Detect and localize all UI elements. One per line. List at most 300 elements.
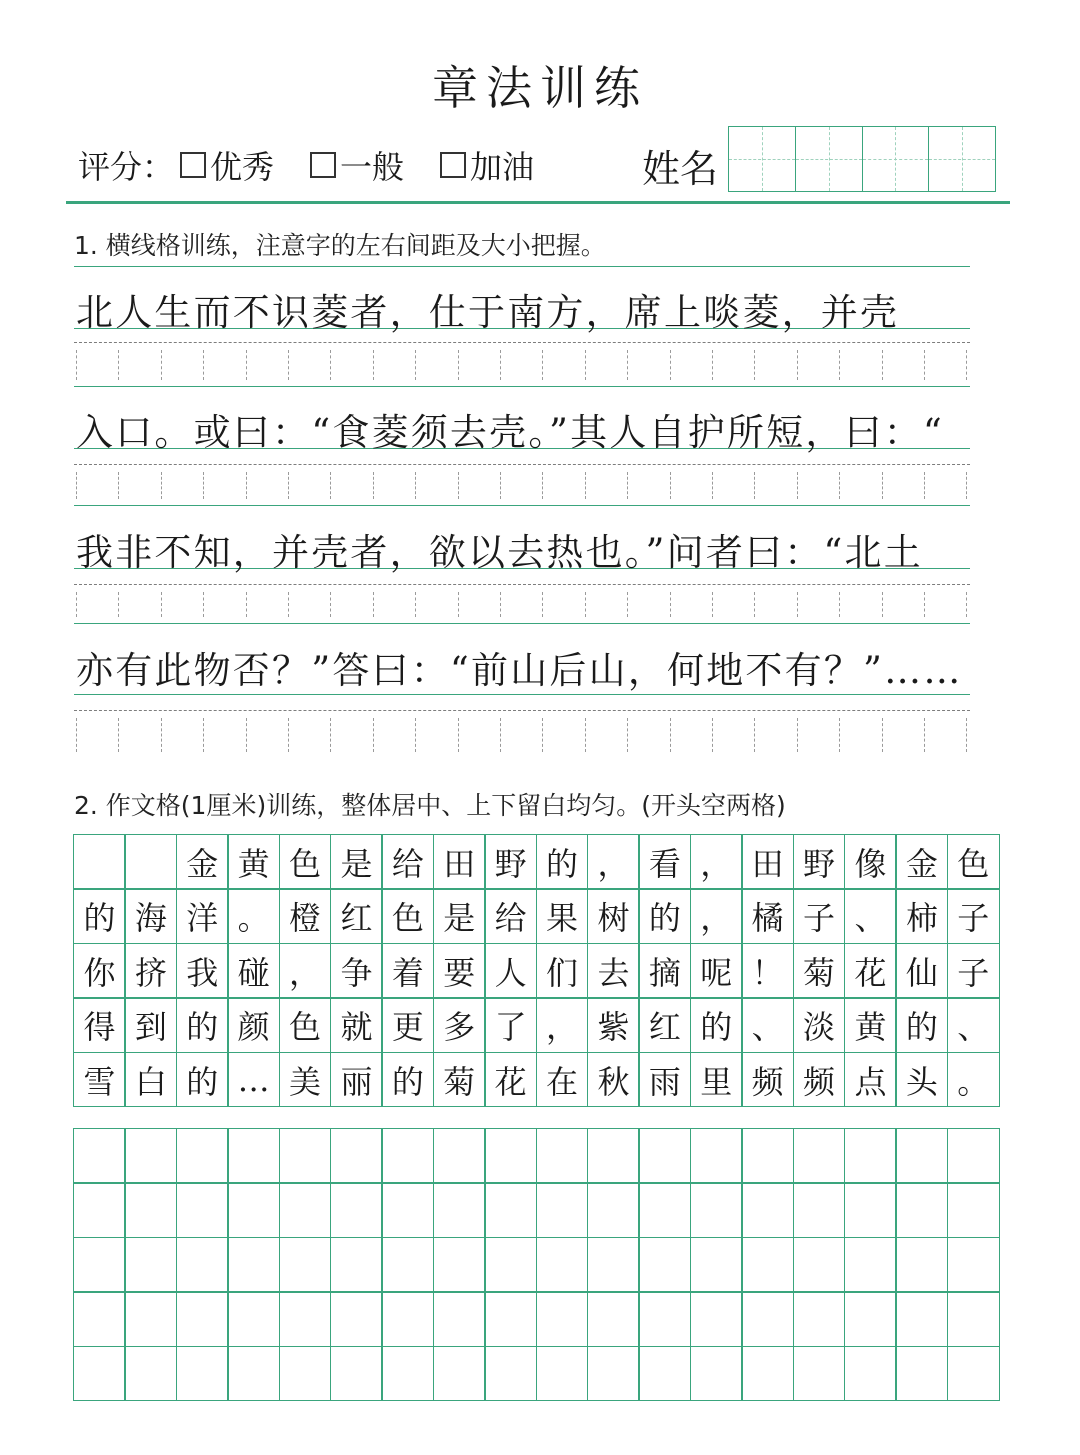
- grid-cell: 挤: [124, 943, 177, 999]
- grid-cell: 雨: [638, 1052, 691, 1108]
- grid-cell: 要: [433, 943, 486, 999]
- practice-tick: [373, 472, 374, 499]
- grid-cell: 摘: [638, 943, 691, 999]
- practice-tick: [797, 592, 798, 617]
- grid-cell[interactable]: [176, 1182, 229, 1238]
- grid-cell[interactable]: [124, 1346, 177, 1402]
- practice-tick: [839, 472, 840, 499]
- grid-cell[interactable]: [638, 1291, 691, 1347]
- grid-cell: 的: [638, 888, 691, 944]
- practice-tick: [330, 718, 331, 752]
- grid-cell: 了: [484, 997, 537, 1053]
- grid-cell[interactable]: [536, 1237, 589, 1293]
- grid-cell: 是: [433, 888, 486, 944]
- grid-cell[interactable]: [638, 1346, 691, 1402]
- grid-cell: 是: [330, 834, 383, 890]
- grid-cell: 橘: [741, 888, 794, 944]
- grid-cell: 橙: [279, 888, 332, 944]
- grid-cell: 田: [741, 834, 794, 890]
- grid-cell[interactable]: [741, 1128, 794, 1184]
- practice-tick: [882, 718, 883, 752]
- grid-cell[interactable]: [587, 1237, 640, 1293]
- practice-tick: [76, 718, 77, 752]
- grid-cell[interactable]: [536, 1128, 589, 1184]
- name-cell[interactable]: [796, 127, 863, 191]
- grid-cell: 花: [844, 943, 897, 999]
- practice-tick: [797, 350, 798, 380]
- rating-option-average[interactable]: [310, 142, 404, 188]
- grid-cell[interactable]: [844, 1291, 897, 1347]
- grid-cell[interactable]: [947, 1128, 1000, 1184]
- composition-grid-example: [73, 834, 998, 1106]
- practice-tick: [754, 592, 755, 617]
- grid-cell[interactable]: [587, 1128, 640, 1184]
- grid-cell: 的: [690, 997, 743, 1053]
- grid-cell[interactable]: [227, 1346, 280, 1402]
- practice-tick: [500, 592, 501, 617]
- grid-cell: 田: [433, 834, 486, 890]
- practice-tick: [415, 592, 416, 617]
- grid-cell[interactable]: [227, 1182, 280, 1238]
- practice-text-line: 北人生而不识菱者，仕于南方，席上啖菱，并壳: [76, 291, 900, 334]
- grid-cell: 呢: [690, 943, 743, 999]
- practice-tick: [585, 472, 586, 499]
- practice-tick: [161, 472, 162, 499]
- practice-tick: [76, 350, 77, 380]
- grid-cell[interactable]: [690, 1128, 743, 1184]
- grid-cell: 人: [484, 943, 537, 999]
- grid-cell[interactable]: [587, 1291, 640, 1347]
- grid-cell[interactable]: [484, 1346, 537, 1402]
- practice-tick: [288, 350, 289, 380]
- dashed-guide-line: [74, 710, 970, 711]
- grid-cell[interactable]: [793, 1182, 846, 1238]
- grid-cell: 色: [947, 834, 1000, 890]
- grid-cell[interactable]: [176, 1128, 229, 1184]
- grid-cell: 子: [947, 943, 1000, 999]
- practice-text-line: 入口。或曰：“食菱须去壳。”其人自护所短，曰：“: [76, 411, 945, 454]
- grid-cell[interactable]: [793, 1291, 846, 1347]
- name-cell[interactable]: [929, 127, 995, 191]
- grid-cell[interactable]: [279, 1291, 332, 1347]
- grid-cell[interactable]: [381, 1291, 434, 1347]
- grid-cell: 子: [793, 888, 846, 944]
- name-label: 姓名: [642, 147, 719, 191]
- grid-cell[interactable]: [433, 1291, 486, 1347]
- name-writing-grid[interactable]: [728, 126, 996, 192]
- grid-cell: 频: [793, 1052, 846, 1108]
- practice-tick: [712, 350, 713, 380]
- practice-tick: [882, 472, 883, 499]
- grid-cell: ，: [587, 834, 640, 890]
- rating-section: [78, 140, 564, 190]
- grid-cell: 的: [381, 1052, 434, 1108]
- practice-tick: [458, 592, 459, 617]
- practice-tick: [161, 592, 162, 617]
- guide-line: [74, 694, 970, 695]
- grid-cell: 头: [895, 1052, 948, 1108]
- practice-tick: [288, 592, 289, 617]
- grid-cell: 雪: [73, 1052, 126, 1108]
- grid-cell[interactable]: [690, 1291, 743, 1347]
- grid-cell: 丽: [330, 1052, 383, 1108]
- grid-cell[interactable]: [793, 1346, 846, 1402]
- grid-cell[interactable]: [73, 1128, 126, 1184]
- practice-tick: [754, 718, 755, 752]
- grid-cell[interactable]: [895, 1346, 948, 1402]
- grid-cell: 美: [279, 1052, 332, 1108]
- grid-cell[interactable]: [381, 1346, 434, 1402]
- practice-tick: [161, 718, 162, 752]
- grid-cell[interactable]: [433, 1128, 486, 1184]
- grid-cell[interactable]: [279, 1237, 332, 1293]
- practice-tick: [373, 350, 374, 380]
- grid-cell: 给: [381, 834, 434, 890]
- grid-cell: 点: [844, 1052, 897, 1108]
- grid-cell: 多: [433, 997, 486, 1053]
- grid-cell: 黄: [844, 997, 897, 1053]
- grid-cell: 在: [536, 1052, 589, 1108]
- dashed-guide-line: [74, 342, 970, 343]
- practice-tick: [670, 472, 671, 499]
- practice-tick: [246, 592, 247, 617]
- grid-cell: 更: [381, 997, 434, 1053]
- page-title: 章法训练: [432, 61, 648, 115]
- practice-tick: [500, 718, 501, 752]
- practice-tick: [882, 350, 883, 380]
- grid-cell[interactable]: [895, 1128, 948, 1184]
- grid-cell[interactable]: [433, 1346, 486, 1402]
- practice-tick: [373, 592, 374, 617]
- grid-cell: 金: [895, 834, 948, 890]
- section2-heading: 2. 作文格(1厘米)训练，整体居中、上下留白均匀。(开头空两格): [74, 791, 786, 820]
- grid-cell[interactable]: [844, 1346, 897, 1402]
- name-cell[interactable]: [729, 127, 796, 191]
- grid-cell[interactable]: [690, 1182, 743, 1238]
- practice-tick: [458, 472, 459, 499]
- grid-cell: 花: [484, 1052, 537, 1108]
- practice-tick: [542, 592, 543, 617]
- grid-cell[interactable]: [741, 1291, 794, 1347]
- grid-cell[interactable]: [638, 1237, 691, 1293]
- grid-cell[interactable]: [638, 1182, 691, 1238]
- practice-tick: [966, 592, 967, 617]
- grid-cell[interactable]: [227, 1128, 280, 1184]
- practice-tick: [712, 472, 713, 499]
- grid-cell[interactable]: [124, 1237, 177, 1293]
- practice-tick: [966, 718, 967, 752]
- practice-tick: [415, 350, 416, 380]
- grid-cell[interactable]: [330, 1237, 383, 1293]
- grid-cell[interactable]: [741, 1237, 794, 1293]
- grid-cell: 频: [741, 1052, 794, 1108]
- practice-tick: [415, 718, 416, 752]
- practice-tick: [203, 350, 204, 380]
- practice-tick: [118, 592, 119, 617]
- grid-cell: 就: [330, 997, 383, 1053]
- grid-cell[interactable]: [587, 1346, 640, 1402]
- grid-cell[interactable]: [587, 1182, 640, 1238]
- guide-line: [74, 623, 970, 624]
- grid-cell: [124, 834, 177, 890]
- practice-tick: [330, 350, 331, 380]
- practice-tick: [161, 350, 162, 380]
- rating-label: 评分：: [78, 148, 175, 186]
- practice-tick: [670, 350, 671, 380]
- practice-tick: [542, 350, 543, 380]
- grid-cell[interactable]: [124, 1182, 177, 1238]
- practice-tick: [415, 472, 416, 499]
- grid-cell: 。: [947, 1052, 1000, 1108]
- grid-cell: …: [227, 1052, 280, 1108]
- guide-line: [74, 386, 970, 387]
- practice-tick: [754, 350, 755, 380]
- grid-cell: 里: [690, 1052, 743, 1108]
- rating-option-label: 优秀: [210, 148, 275, 186]
- grid-cell[interactable]: [279, 1128, 332, 1184]
- practice-tick: [627, 350, 628, 380]
- practice-tick: [924, 718, 925, 752]
- grid-cell[interactable]: [844, 1237, 897, 1293]
- grid-cell[interactable]: [73, 1346, 126, 1402]
- grid-cell[interactable]: [330, 1128, 383, 1184]
- practice-tick: [542, 472, 543, 499]
- grid-cell: 们: [536, 943, 589, 999]
- grid-cell: 野: [793, 834, 846, 890]
- guide-line: [74, 266, 970, 267]
- practice-tick: [330, 472, 331, 499]
- grid-cell[interactable]: [484, 1128, 537, 1184]
- grid-cell: 、: [741, 997, 794, 1053]
- grid-cell[interactable]: [895, 1182, 948, 1238]
- grid-cell: 、: [844, 888, 897, 944]
- grid-cell[interactable]: [536, 1346, 589, 1402]
- practice-tick: [585, 592, 586, 617]
- grid-cell[interactable]: [844, 1128, 897, 1184]
- practice-tick: [627, 472, 628, 499]
- grid-cell[interactable]: [741, 1182, 794, 1238]
- practice-tick: [585, 718, 586, 752]
- grid-cell[interactable]: [484, 1182, 537, 1238]
- header-divider: [66, 201, 1010, 204]
- practice-tick: [203, 472, 204, 499]
- grid-cell: 海: [124, 888, 177, 944]
- grid-cell[interactable]: [690, 1346, 743, 1402]
- grid-cell: [73, 834, 126, 890]
- grid-cell[interactable]: [73, 1237, 126, 1293]
- practice-tick: [924, 472, 925, 499]
- grid-cell[interactable]: [536, 1182, 589, 1238]
- grid-cell[interactable]: [330, 1182, 383, 1238]
- practice-text-line: 我非不知，并壳者，欲以去热也。”问者曰：“北土: [76, 531, 923, 574]
- practice-tick: [288, 718, 289, 752]
- grid-cell[interactable]: [484, 1291, 537, 1347]
- grid-cell[interactable]: [947, 1182, 1000, 1238]
- dashed-guide-line: [74, 584, 970, 585]
- practice-tick: [882, 592, 883, 617]
- rating-option-keep-going[interactable]: [440, 142, 534, 188]
- practice-tick: [246, 472, 247, 499]
- practice-tick: [839, 592, 840, 617]
- practice-tick: [458, 350, 459, 380]
- practice-tick: [203, 718, 204, 752]
- grid-cell[interactable]: [176, 1237, 229, 1293]
- practice-tick: [288, 472, 289, 499]
- practice-tick: [373, 718, 374, 752]
- grid-cell: 着: [381, 943, 434, 999]
- grid-cell[interactable]: [124, 1128, 177, 1184]
- rating-option-excellent[interactable]: [180, 142, 274, 188]
- practice-tick: [670, 592, 671, 617]
- grid-cell[interactable]: [279, 1182, 332, 1238]
- grid-cell[interactable]: [330, 1346, 383, 1402]
- grid-cell: 去: [587, 943, 640, 999]
- name-cell[interactable]: [863, 127, 930, 191]
- grid-cell[interactable]: [536, 1291, 589, 1347]
- practice-tick: [458, 718, 459, 752]
- practice-tick: [500, 472, 501, 499]
- grid-cell: 你: [73, 943, 126, 999]
- grid-cell[interactable]: [73, 1182, 126, 1238]
- grid-cell: 色: [381, 888, 434, 944]
- grid-cell[interactable]: [433, 1182, 486, 1238]
- practice-tick: [76, 592, 77, 617]
- practice-tick: [542, 718, 543, 752]
- grid-cell: 的: [176, 997, 229, 1053]
- grid-cell: 菊: [793, 943, 846, 999]
- grid-cell[interactable]: [741, 1346, 794, 1402]
- grid-cell: 仙: [895, 943, 948, 999]
- practice-tick: [118, 472, 119, 499]
- grid-cell: 紫: [587, 997, 640, 1053]
- grid-cell[interactable]: [176, 1291, 229, 1347]
- grid-cell[interactable]: [895, 1291, 948, 1347]
- grid-cell[interactable]: [227, 1237, 280, 1293]
- practice-tick: [500, 350, 501, 380]
- practice-tick: [754, 472, 755, 499]
- grid-cell: ，: [536, 997, 589, 1053]
- grid-cell: 的: [73, 888, 126, 944]
- grid-cell[interactable]: [793, 1128, 846, 1184]
- checkbox-icon[interactable]: [310, 152, 336, 178]
- grid-cell: 看: [638, 834, 691, 890]
- grid-cell[interactable]: [124, 1291, 177, 1347]
- grid-cell[interactable]: [844, 1182, 897, 1238]
- section1-heading: 1. 横线格训练，注意字的左右间距及大小把握。: [74, 231, 606, 260]
- grid-cell: 菊: [433, 1052, 486, 1108]
- checkbox-icon[interactable]: [180, 152, 206, 178]
- practice-tick: [585, 350, 586, 380]
- grid-cell[interactable]: [176, 1346, 229, 1402]
- grid-cell[interactable]: [279, 1346, 332, 1402]
- grid-cell: 红: [330, 888, 383, 944]
- checkbox-icon[interactable]: [440, 152, 466, 178]
- practice-tick: [712, 592, 713, 617]
- practice-tick: [966, 472, 967, 499]
- grid-cell[interactable]: [947, 1237, 1000, 1293]
- practice-tick: [627, 592, 628, 617]
- practice-tick: [712, 718, 713, 752]
- grid-cell: 淡: [793, 997, 846, 1053]
- grid-cell[interactable]: [73, 1291, 126, 1347]
- grid-cell: 树: [587, 888, 640, 944]
- composition-grid-blank[interactable]: [73, 1128, 998, 1400]
- grid-cell: 色: [279, 997, 332, 1053]
- practice-tick: [246, 718, 247, 752]
- grid-cell: 的: [176, 1052, 229, 1108]
- grid-cell: 颜: [227, 997, 280, 1053]
- grid-cell[interactable]: [330, 1291, 383, 1347]
- grid-cell: 像: [844, 834, 897, 890]
- grid-cell[interactable]: [947, 1346, 1000, 1402]
- grid-cell: 金: [176, 834, 229, 890]
- grid-cell[interactable]: [947, 1291, 1000, 1347]
- practice-tick: [76, 472, 77, 499]
- grid-cell: 到: [124, 997, 177, 1053]
- grid-cell[interactable]: [433, 1237, 486, 1293]
- grid-cell: ，: [690, 834, 743, 890]
- dashed-guide-line: [74, 464, 970, 465]
- guide-line: [74, 505, 970, 506]
- grid-cell: 。: [227, 888, 280, 944]
- rating-option-label: 一般: [340, 148, 405, 186]
- grid-cell: 我: [176, 943, 229, 999]
- grid-cell[interactable]: [638, 1128, 691, 1184]
- practice-tick: [924, 350, 925, 380]
- grid-cell[interactable]: [895, 1237, 948, 1293]
- grid-cell: 果: [536, 888, 589, 944]
- practice-tick: [839, 350, 840, 380]
- practice-tick: [670, 718, 671, 752]
- grid-cell: 子: [947, 888, 1000, 944]
- grid-cell[interactable]: [484, 1237, 537, 1293]
- grid-cell: 黄: [227, 834, 280, 890]
- grid-cell: 给: [484, 888, 537, 944]
- grid-cell[interactable]: [227, 1291, 280, 1347]
- grid-cell[interactable]: [381, 1237, 434, 1293]
- grid-cell: ！: [741, 943, 794, 999]
- grid-cell: 争: [330, 943, 383, 999]
- grid-cell: 的: [536, 834, 589, 890]
- grid-cell: 得: [73, 997, 126, 1053]
- grid-cell: 的: [895, 997, 948, 1053]
- grid-cell: 秋: [587, 1052, 640, 1108]
- practice-tick: [797, 718, 798, 752]
- grid-cell: 柿: [895, 888, 948, 944]
- practice-tick: [839, 718, 840, 752]
- grid-cell[interactable]: [793, 1237, 846, 1293]
- practice-tick: [118, 350, 119, 380]
- grid-cell: 野: [484, 834, 537, 890]
- grid-cell: ，: [279, 943, 332, 999]
- practice-text-line: 亦有此物否？”答曰：“前山后山，何地不有？”……: [76, 649, 963, 692]
- grid-cell[interactable]: [690, 1237, 743, 1293]
- practice-tick: [627, 718, 628, 752]
- grid-cell[interactable]: [381, 1182, 434, 1238]
- practice-tick: [924, 592, 925, 617]
- practice-tick: [246, 350, 247, 380]
- grid-cell[interactable]: [381, 1128, 434, 1184]
- grid-cell: 色: [279, 834, 332, 890]
- grid-cell: 洋: [176, 888, 229, 944]
- practice-tick: [330, 592, 331, 617]
- practice-tick: [966, 350, 967, 380]
- practice-tick: [797, 472, 798, 499]
- practice-tick: [118, 718, 119, 752]
- grid-cell: 碰: [227, 943, 280, 999]
- practice-tick: [203, 592, 204, 617]
- grid-cell: 红: [638, 997, 691, 1053]
